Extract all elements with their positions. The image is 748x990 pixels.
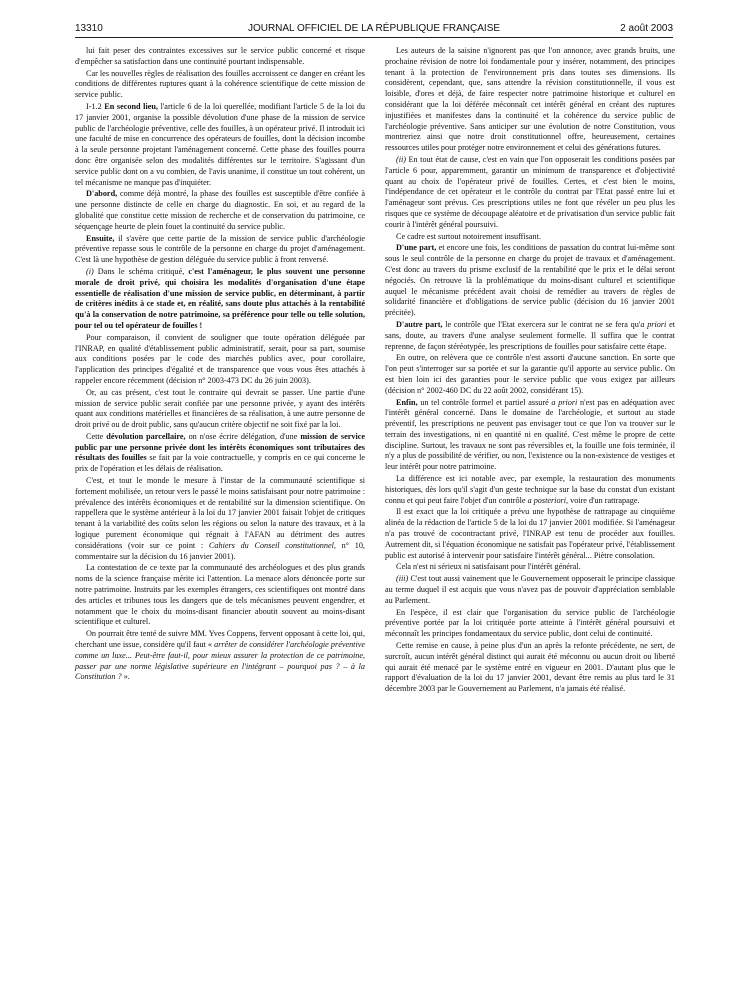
paragraph: Or, au cas présent, c'est tout le contraire qui devrait se passer. Une partie d'une mission de service public serait confiée par une personne privée, y ayant des intérêts quant aux conditions matérielles et financières de sa réalisation, à une autre personne de droit privé ou de droit public, sans qu'aucun critère objectif ne soit fixé par la loi. <box>75 387 365 430</box>
paragraph: On pourrait être tenté de suivre MM. Yves Coppens, fervent opposant à cette loi, qui, cherchant une issue, considère qu'il faut « arrêter de considérer l'archéologie préventive comme un luxe... Peut-être faut-il, pour mieux assurer la protection de ce patrimoine, passer par une norme législative supérieure en l'intégrant – pourquoi pas ? – à la Constitution ? ». <box>75 629 366 682</box>
paragraph: Enfin, un tel contrôle formel et partiel assuré a priori n'est pas en adéquation avec l'intérêt général concerné. Dans le domaine de l'archéologie, et surtout au stade préventif, les prescriptions ne peuvent pas envisager tout ce que l'on va trouver sur le terrain des investigations, ni en quantité ni en qualité. C'est même le propre de cette discipline. Surtout, les travaux ne sont pas réversibles et, la fouille une fois terminée, il n'y a plus de possibilité de vérifier, ou non, l'existence ou la non-existence de vestiges et leur intérêt pour notre patrimoine. <box>385 397 675 472</box>
paragraph: (i) Dans le schéma critiqué, c'est l'aménageur, le plus souvent une personne morale de droit privé, qui choisira les modalités d'organisation d'une étape essentielle de réalisation d'une mission de service public, en déterminant, à partir de critères inédits à ce stade et, en réalité, sans doute plus attachés à la rentabilité qu'à la conservation de notre patrimoine, sa préférence pour telle ou telle solution, pour tel ou tel opérateur de fouilles ! <box>75 266 366 330</box>
paragraph: Car les nouvelles règles de réalisation des fouilles accroissent ce danger en créant les conditions de différentes ruptures quant à la cohérence scientifique de cette mission de service public. <box>75 68 365 100</box>
paragraph: Ensuite, il s'avère que cette partie de la mission de service public d'archéologie préventive repasse sous le contrôle de la personne en charge du projet d'aménagement. C'est là une hypothèse de gestion déléguée du service public à front renversé. <box>75 233 365 265</box>
left-column <box>75 46 365 684</box>
paragraph: Cette remise en cause, à peine plus d'un an après la refonte précédente, ne sert, de surcroît, aucun intérêt général distinct qui aurait été méconnu ou aucun droit ou liberté qui aurait été menacé par le système entré en vigueur en 2001. D'autant plus que le rapport d'évaluation de la loi du 17 janvier 2001, devant être remis au plus tard le 31 décembre 2003 par le Gouvernement au Parlement, n'a jamais été réalisé. <box>385 641 675 694</box>
paragraph: lui fait peser des contraintes excessives sur le service public concerné et risque d'empêcher sa satisfaction dans une continuité pourtant indispensable. <box>75 46 365 66</box>
paragraph: Il est exact que la loi critiquée a prévu une hypothèse de rattrapage au cinquième alinéa de la rédaction de l'article 5 de la loi du 17 janvier 2001 modifiée. Si l'aménageur n'a pas trouvé de cocontractant privé, l'INRAP est tenu de procéder aux fouilles. Autrement dit, si l'équation économique ne satisfait pas l'opérateur privé, l'établissement public est autorisé à intervenir pour satisfaire l'intérêt général... Piètre consolation. <box>385 507 675 560</box>
journal-title: JOURNAL OFFICIEL DE LA RÉPUBLIQUE FRANÇAISE <box>247 23 501 34</box>
paragraph: C'est, et tout le monde le mesure à l'instar de la communauté scientifique si fortement mobilisée, un retour vers le passé le moins satisfaisant pour notre patrimoine : prévalence des intérêts économiques et de rentabilité sur la dimension scientifique. On rappellera que le système antérieur à la loi du 17 janvier 2001 faisait l'objet de critiques tenant à la variabilité des coûts selon les régions ou selon la nature des travaux, et à la logique purement économique qui régnait à l'AFAN au détriment des autres considérations (voir sur ce point : Cahiers du Conseil constitutionnel, n° 10, commentaire sur la décision du 16 janvier 2001). <box>75 476 365 561</box>
paragraph: Les auteurs de la saisine n'ignorent pas que l'on annonce, avec grands bruits, une prochaine révision de notre loi fondamentale pour y insérer, notamment, des principes tenant à la protection de l'environnement pris dans toutes ses dimensions. Ils considèrent, cependant, que, sans attendre la révision constitutionnelle, il vous est loisible, d'ores et déjà, de faire respecter notre patrimoine historique et culturel en considérant que la loi déférée méconnaît cet intérêt général en créant des ruptures injustifiées et manifestes dans la continuité et la cohérence du service public de l'archéologie préventive. Sans anticiper sur une évolution de notre Constitution, vous montreriez ainsi que notre droit constitutionnel offre, heureusement, certaines ressources utiles pour protéger notre environnement et celui des générations futures. <box>385 46 675 153</box>
right-column <box>385 46 675 696</box>
paragraph: D'abord, comme déjà montré, la phase des fouilles est susceptible d'être confiée à une personne distincte de celle en charge du diagnostic. En soi, et au regard de la globalité que constitue cette mission de recherche et de conservation du patrimoine, ce séquençage heurte de plein fouet la continuité du service public. <box>75 189 365 231</box>
paragraph: I-1.2 En second lieu, l'article 6 de la loi querellée, modifiant l'article 5 de la loi du 17 janvier 2001, organise la possible dévolution d'une phase de la mission de service public de l'archéologie préventive, celle des fouilles, à un opérateur privé. Il introduit ici une faculté de mise en concurrence des opérateurs de fouilles, dont la décision incombe à la seule personne projetant l'aménagement concerné. Cette phase des fouilles pourra donc être organisée selon des modalités différentes sur le territoire. S'agissant d'un service public dont on a vu combien, de l'avis unanime, il constitue un tout cohérent, un tel mécanisme ne manque pas d'inquiéter. <box>75 101 365 187</box>
paragraph: D'autre part, le contrôle que l'Etat exercera sur le contrat ne se fera qu'a priori et sans, doute, au travers d'une analyse seulement formelle. Il suffira que le contrat reprenne, de façon stéréotypée, les prescriptions de fouilles pour satisfaire cette étape. <box>385 319 675 351</box>
paragraph: La contestation de ce texte par la communauté des archéologues et des plus grands noms de la science française mérite ici l'attention. La menace alors dénoncée porte sur notre patrimoine. Instruits par les exemples étrangers, ces scientifiques ont montré dans des articles et tribunes tous les dangers que de tels mécanismes peuvent engendrer, et notamment que le choix du moins-disant financier aboutit souvent au moins-disant scientifique et culturel. <box>75 563 365 627</box>
paragraph: En outre, on relèvera que ce contrôle n'est assorti d'aucune sanction. En sorte que l'on peut s'interroger sur sa portée et sur la garantie qu'il apporte au service public. On est bien loin ici des garanties pour le service public que vous exigez par ailleurs (décision n° 2002-460 DC du 22 août 2002, considérant 15). <box>385 353 675 395</box>
paragraph: (ii) En tout état de cause, c'est en vain que l'on opposerait les conditions posées par l'article 6 pour, apparemment, garantir un minimum de transparence et d'objectivité quant au choix de l'opérateur privé de fouilles. Certes, et c'est bien le moins, l'indépendance de cet opérateur et le contrôle du contrat par l'Etat passé entre lui et l'aménageur sont prévus. Ces prescriptions utiles ne font que révéler un peu plus les risques que ce système de découpage aléatoire et de privatisation d'un service public fait courir à l'intérêt général poursuivi. <box>385 154 675 229</box>
paragraph: Cela n'est ni sérieux ni satisfaisant pour l'intérêt général. <box>396 562 581 572</box>
paragraph: La différence est ici notable avec, par exemple, la restauration des monuments historiques, dès lors qu'il s'agit d'un geste technique sur la base du constat d'un existant connu et qui peut faire l'objet d'un contrôle a posteriori, voire d'un rattrapage. <box>385 474 675 505</box>
paragraph: Pour comparaison, il convient de souligner que toute opération déléguée par l'INRAP, en qualité d'établissement public administratif, serait, pour sa part, soumise aux conditions posées par le code des marchés publics avec, pour corollaire, l'application des principes d'égalité et de transparence que vous vous êtes attachés à rappeler encore récemment (décision n° 2003-473 DC du 26 juin 2003). <box>75 332 365 385</box>
paragraph: D'une part, et encore une fois, les conditions de passation du contrat lui-même sont sous le seul contrôle de la personne en charge du projet de travaux et d'aménagement. C'est donc au travers du prisme exclusif de la rentabilité que le prix et le délai seront négociés. On retrouve là la problématique du moins-disant culturel et scientifique auquel le mécanisme précédent avait choisi de remédier au travers de règles de solidarité financière et d'obligations de service public (décision du 16 janvier 2001 précitée). <box>385 243 676 318</box>
header-rule <box>75 37 673 38</box>
paragraph: Cette dévolution parcellaire, on n'ose écrire délégation, d'une mission de service public par une personne privée dont les intérêts économiques sont tributaires des résultats des fouilles se fait par la voie contractuelle, y compris en ce qui concerne le prix de l'opération et les délais de réalisation. <box>75 431 365 474</box>
paragraph: (iii) C'est tout aussi vainement que le Gouvernement opposerait le principe classique au terme duquel il est acquis que vous n'avez pas de pouvoir d'appréciation semblable au Parlement. <box>385 574 675 605</box>
page-header <box>75 20 673 38</box>
page-number: 13310 <box>75 23 103 34</box>
paragraph: En l'espèce, il est clair que l'organisation du service public de l'archéologie préventive portée par la loi critiquée porte atteinte à l'intérêt général poursuivi et méconnaît les principes fondamentaux du service public, dont celui de continuité. <box>385 607 675 639</box>
paragraph: Ce cadre est surtout notoirement insuffisant. <box>396 231 541 241</box>
publication-date: 2 août 2003 <box>620 23 673 34</box>
